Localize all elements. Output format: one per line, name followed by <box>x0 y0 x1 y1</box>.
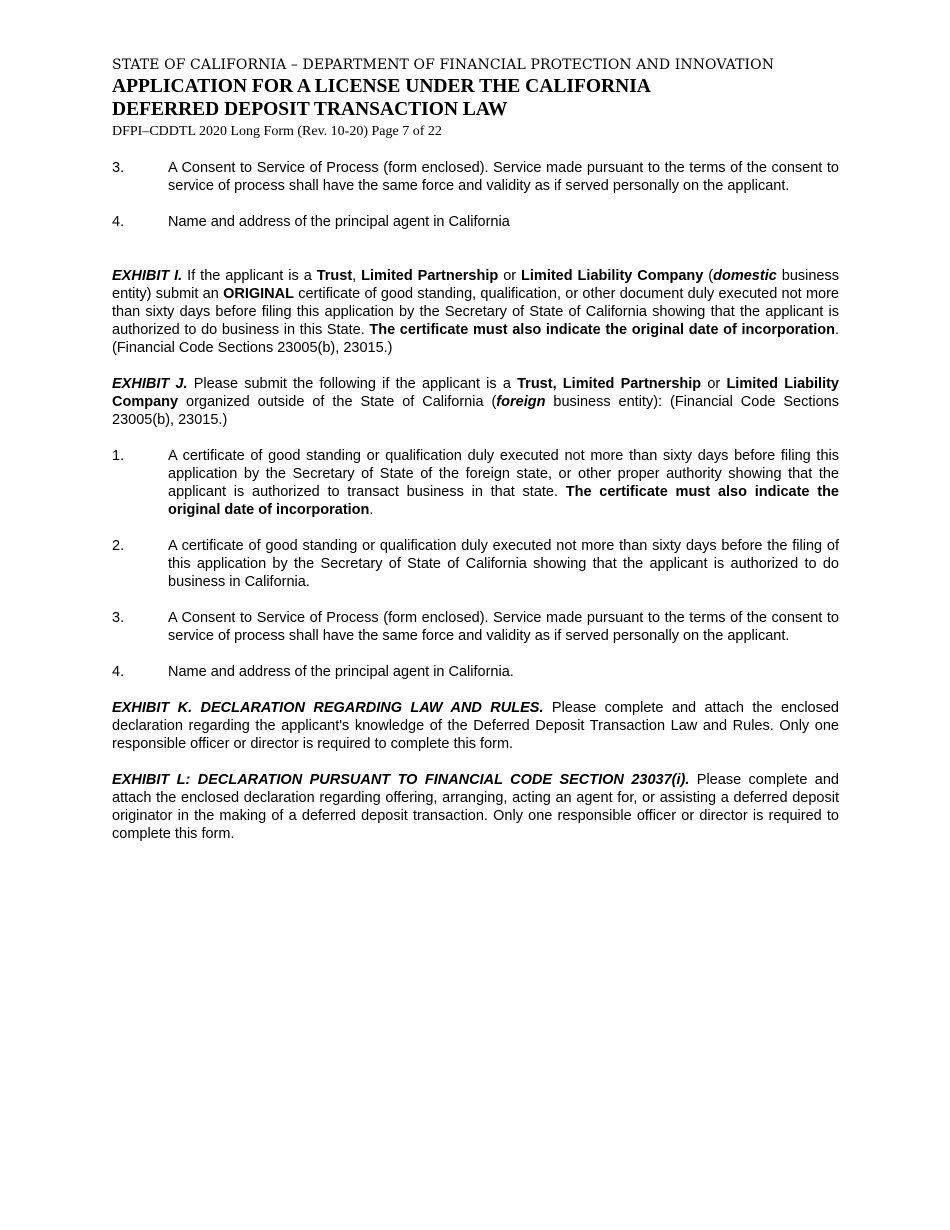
text-run: A certificate of good standing or qualification duly executed not more than sixty days before filing this application by the Secretary of State of the foreign state, or other proper authority showing that the applicant is authorized to transact business in that state. <box>168 448 839 500</box>
text-run: Please complete and attach the enclosed declaration regarding offering, arranging, acting an agent for, or assisting a deferred deposit originator in the making of a deferred deposit transaction. Only one responsible officer or director is required to complete this form. <box>112 772 839 842</box>
text-run: business entity) submit an <box>112 268 839 302</box>
form-id: DFPI–CDDTL 2020 Long Form (Rev. 10-20) Page 7 of 22 <box>112 124 442 139</box>
text-run: , <box>352 268 362 284</box>
agency-header: STATE OF CALIFORNIA – DEPARTMENT OF FINANCIAL PROTECTION AND INNOVATION <box>112 57 775 73</box>
text-run: business entity): (Financial Code Sections 23005(b), 23015.) <box>112 394 839 428</box>
text-run: or <box>701 376 727 392</box>
exhibit-l-label: EXHIBIT L: DECLARATION PURSUANT TO FINANCIAL CODE SECTION 23037(i). <box>112 772 690 788</box>
item-number: 3. <box>112 610 125 626</box>
top-item-3 <box>112 159 839 195</box>
exhibit-j-item-1 <box>112 447 839 519</box>
exhibit-j-item-2 <box>112 537 839 591</box>
exhibit-l-paragraph <box>112 771 839 843</box>
document-page <box>112 56 839 843</box>
exhibit-k-label: EXHIBIT K. DECLARATION REGARDING LAW AND RULES. <box>112 700 544 716</box>
text-run-bold: The certificate must also indicate the original date of incorporation <box>168 484 839 518</box>
text-run: certificate of good standing, qualification, or other document duly executed not more than sixty days before filing this application by the Secretary of State of California showing that the applicant is authorized to do business in this State. <box>112 286 839 338</box>
text-run: . <box>369 502 374 518</box>
text-run: organized outside of the State of California ( <box>178 394 497 410</box>
item-number: 3. <box>112 160 125 176</box>
text-run-bold: ORIGINAL <box>223 286 294 302</box>
item-text: A Consent to Service of Process (form enclosed). Service made pursuant to the terms of the consent to service of process shall have the same force and validity as if served personally on the applicant. <box>168 160 839 194</box>
item-text <box>168 447 839 519</box>
text-run-bold: Limited Liability Company <box>521 268 704 284</box>
top-item-4 <box>112 213 839 231</box>
text-run-bold: Limited Liability Company <box>112 376 839 410</box>
item-number: 4. <box>112 664 125 680</box>
text-run: . (Financial Code Sections 23005(b), 23015.) <box>112 322 839 356</box>
exhibit-j-item-3 <box>112 609 839 645</box>
text-run-bold: Trust, Limited Partnership <box>517 376 702 392</box>
item-number: 4. <box>112 214 125 230</box>
text-run-bold: Trust <box>316 268 353 284</box>
item-text: Name and address of the principal agent in California <box>168 214 510 230</box>
item-text: Name and address of the principal agent in California. <box>168 664 514 680</box>
text-run-bold: Limited Partnership <box>361 268 499 284</box>
text-run: Please complete and attach the enclosed declaration regarding the applicant's knowledge of the Deferred Deposit Transaction Law and Rules. Only one responsible officer or director is required to complete this form. <box>112 700 839 752</box>
text-run: or <box>498 268 522 284</box>
exhibit-j-paragraph <box>112 375 839 429</box>
text-run: ( <box>703 268 714 284</box>
exhibit-j-label: EXHIBIT J. <box>112 376 188 392</box>
text-run-bold: The certificate must also indicate the original date of incorporation <box>369 322 835 338</box>
item-text: A Consent to Service of Process (form enclosed). Service made pursuant to the terms of the consent to service of process shall have the same force and validity as if served personally on the applicant. <box>168 610 839 644</box>
text-run: Please submit the following if the applicant is a <box>187 376 518 392</box>
exhibit-i-paragraph <box>112 267 839 357</box>
item-number: 2. <box>112 538 125 554</box>
form-title-line2: DEFERRED DEPOSIT TRANSACTION LAW <box>112 99 508 120</box>
exhibit-i-label: EXHIBIT I. <box>112 268 183 284</box>
item-number: 1. <box>112 448 125 464</box>
text-run-bold-italic: foreign <box>496 394 546 410</box>
exhibit-j-item-4 <box>112 663 839 681</box>
exhibit-k-paragraph <box>112 699 839 753</box>
text-run-bold-italic: domestic <box>713 268 777 284</box>
text-run: If the applicant is a <box>182 268 317 284</box>
item-text: A certificate of good standing or qualification duly executed not more than sixty days before the filing of this application by the Secretary of State of California showing that the applicant is authorized to do business in California. <box>168 538 839 590</box>
form-title-line1: APPLICATION FOR A LICENSE UNDER THE CALIFORNIA <box>112 76 651 97</box>
